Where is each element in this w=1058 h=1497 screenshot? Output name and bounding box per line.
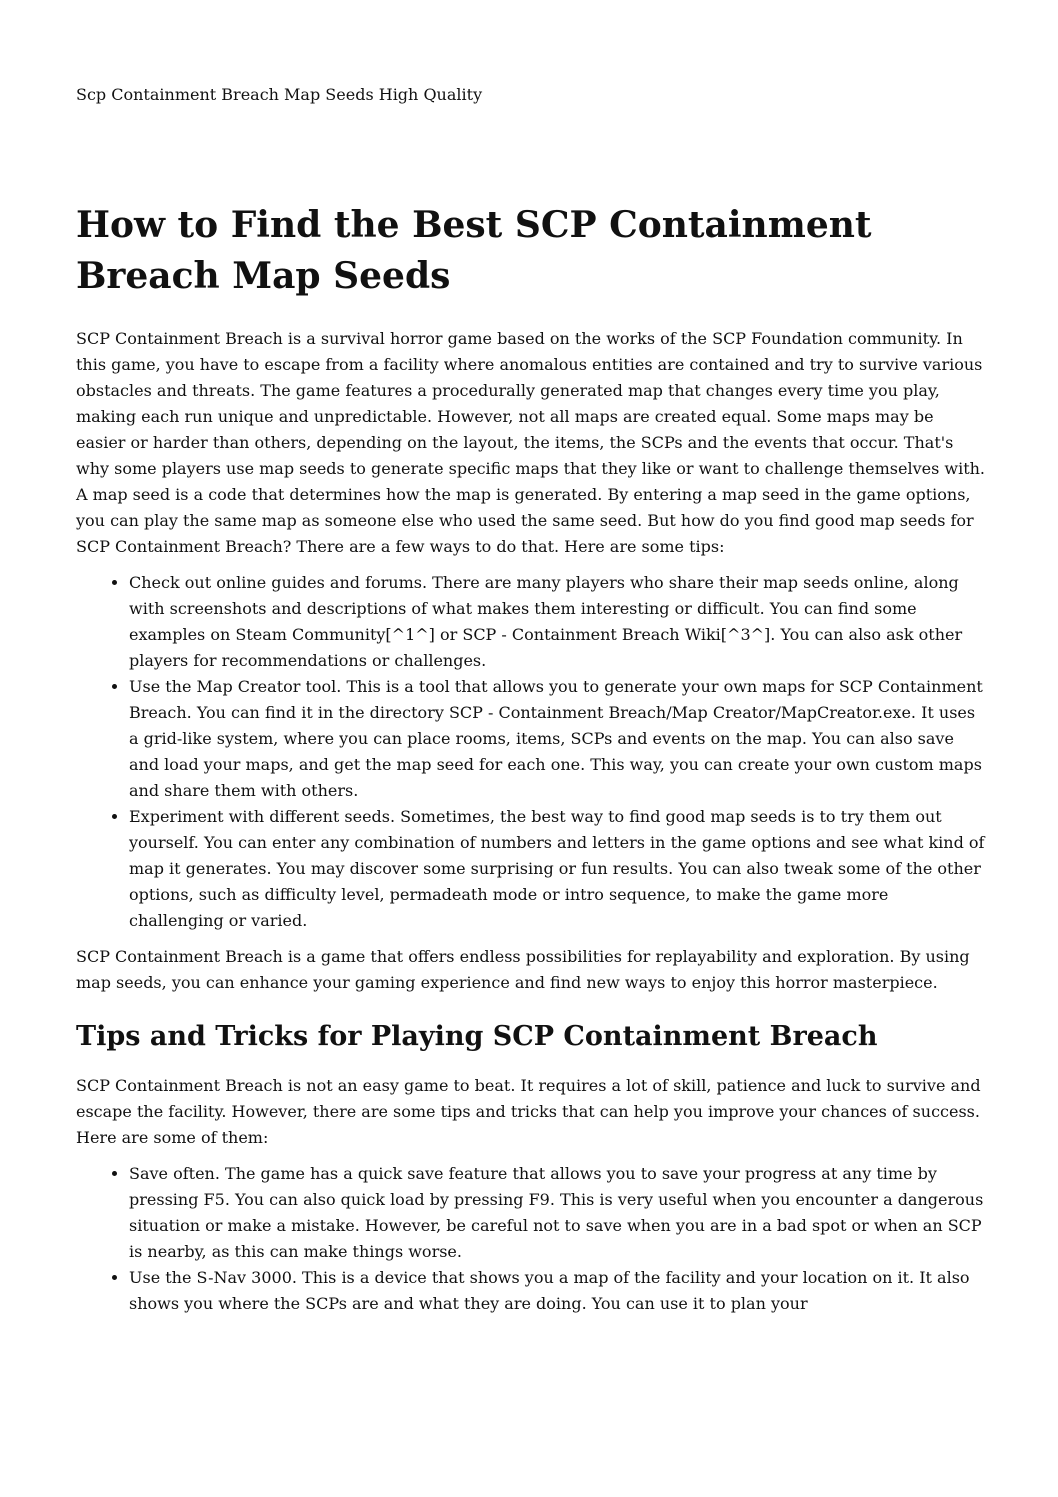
document-header: Scp Containment Breach Map Seeds High Quality	[76, 85, 483, 104]
list-item: • Save often. The game has a quick save feature that allows you to save your progress at any time by pressing F5. You can also quick load by pressing F9. This is very useful when you encounter a dangerous situation or make a mistake. However, be careful not to save when you are in a bad spot or when an SCP is nearby, as this can make things worse.	[129, 1161, 986, 1265]
list-item: • Check out online guides and forums. There are many players who share their map seeds online, along with screenshots and descriptions of what makes them interesting or difficult. You can find some examples on Steam Community[^1^] or SCP - Containment Breach Wiki[^3^]. You can also ask other players for recommendations or challenges.	[129, 570, 986, 674]
list-item: • Experiment with different seeds. Sometimes, the best way to find good map seeds is to try them out yourself. You can enter any combination of numbers and letters in the game options and see what kind of map it generates. You may discover some surprising or fun results. You can also tweak some of the other options, such as difficulty level, permadeath mode or intro sequence, to make the game more challenging or varied.	[129, 804, 986, 934]
map-seed-tips-list	[76, 570, 986, 934]
list-item: • Use the Map Creator tool. This is a tool that allows you to generate your own maps for SCP Containment Breach. You can find it in the directory SCP - Containment Breach/Map Creator/MapCreator.exe. It uses a grid-like system, where you can place rooms, items, SCPs and events on the map. You can also save and load your maps, and get the map seed for each one. This way, you can create your own custom maps and share them with others.	[129, 674, 986, 804]
list-item: • Use the S-Nav 3000. This is a device that shows you a map of the facility and your location on it. It also shows you where the SCPs are and what they are doing. You can use it to plan your	[129, 1265, 986, 1317]
conclusion-paragraph: SCP Containment Breach is a game that offers endless possibilities for replayability and exploration. By using map seeds, you can enhance your gaming experience and find new ways to enjoy this horror masterpiece.	[76, 947, 970, 992]
document-content	[76, 200, 986, 1327]
intro-paragraph: SCP Containment Breach is a survival horror game based on the works of the SCP Foundation community. In this game, you have to escape from a facility where anomalous entities are contained and try to survive various obstacles and threats. The game features a procedurally generated map that changes every time you play, making each run unique and unpredictable. However, not all maps are created equal. Some maps may be easier or harder than others, depending on the layout, the items, the SCPs and the events that occur. That's why some players use map seeds to generate specific maps that they like or want to challenge themselves with. A map seed is a code that determines how the map is generated. By entering a map seed in the game options, you can play the same map as someone else who used the same seed. But how do you find good map seeds for SCP Containment Breach? There are a few ways to do that. Here are some tips:	[76, 329, 986, 556]
section-heading: Tips and Tricks for Playing SCP Containment Breach	[76, 1021, 878, 1052]
gameplay-tips-list	[76, 1161, 986, 1317]
page-title: How to Find the Best SCP Containment Breach Map Seeds	[76, 204, 872, 297]
section-intro-paragraph: SCP Containment Breach is not an easy game to beat. It requires a lot of skill, patience and luck to survive and escape the facility. However, there are some tips and tricks that can help you improve your chances of success. Here are some of them:	[76, 1076, 981, 1147]
